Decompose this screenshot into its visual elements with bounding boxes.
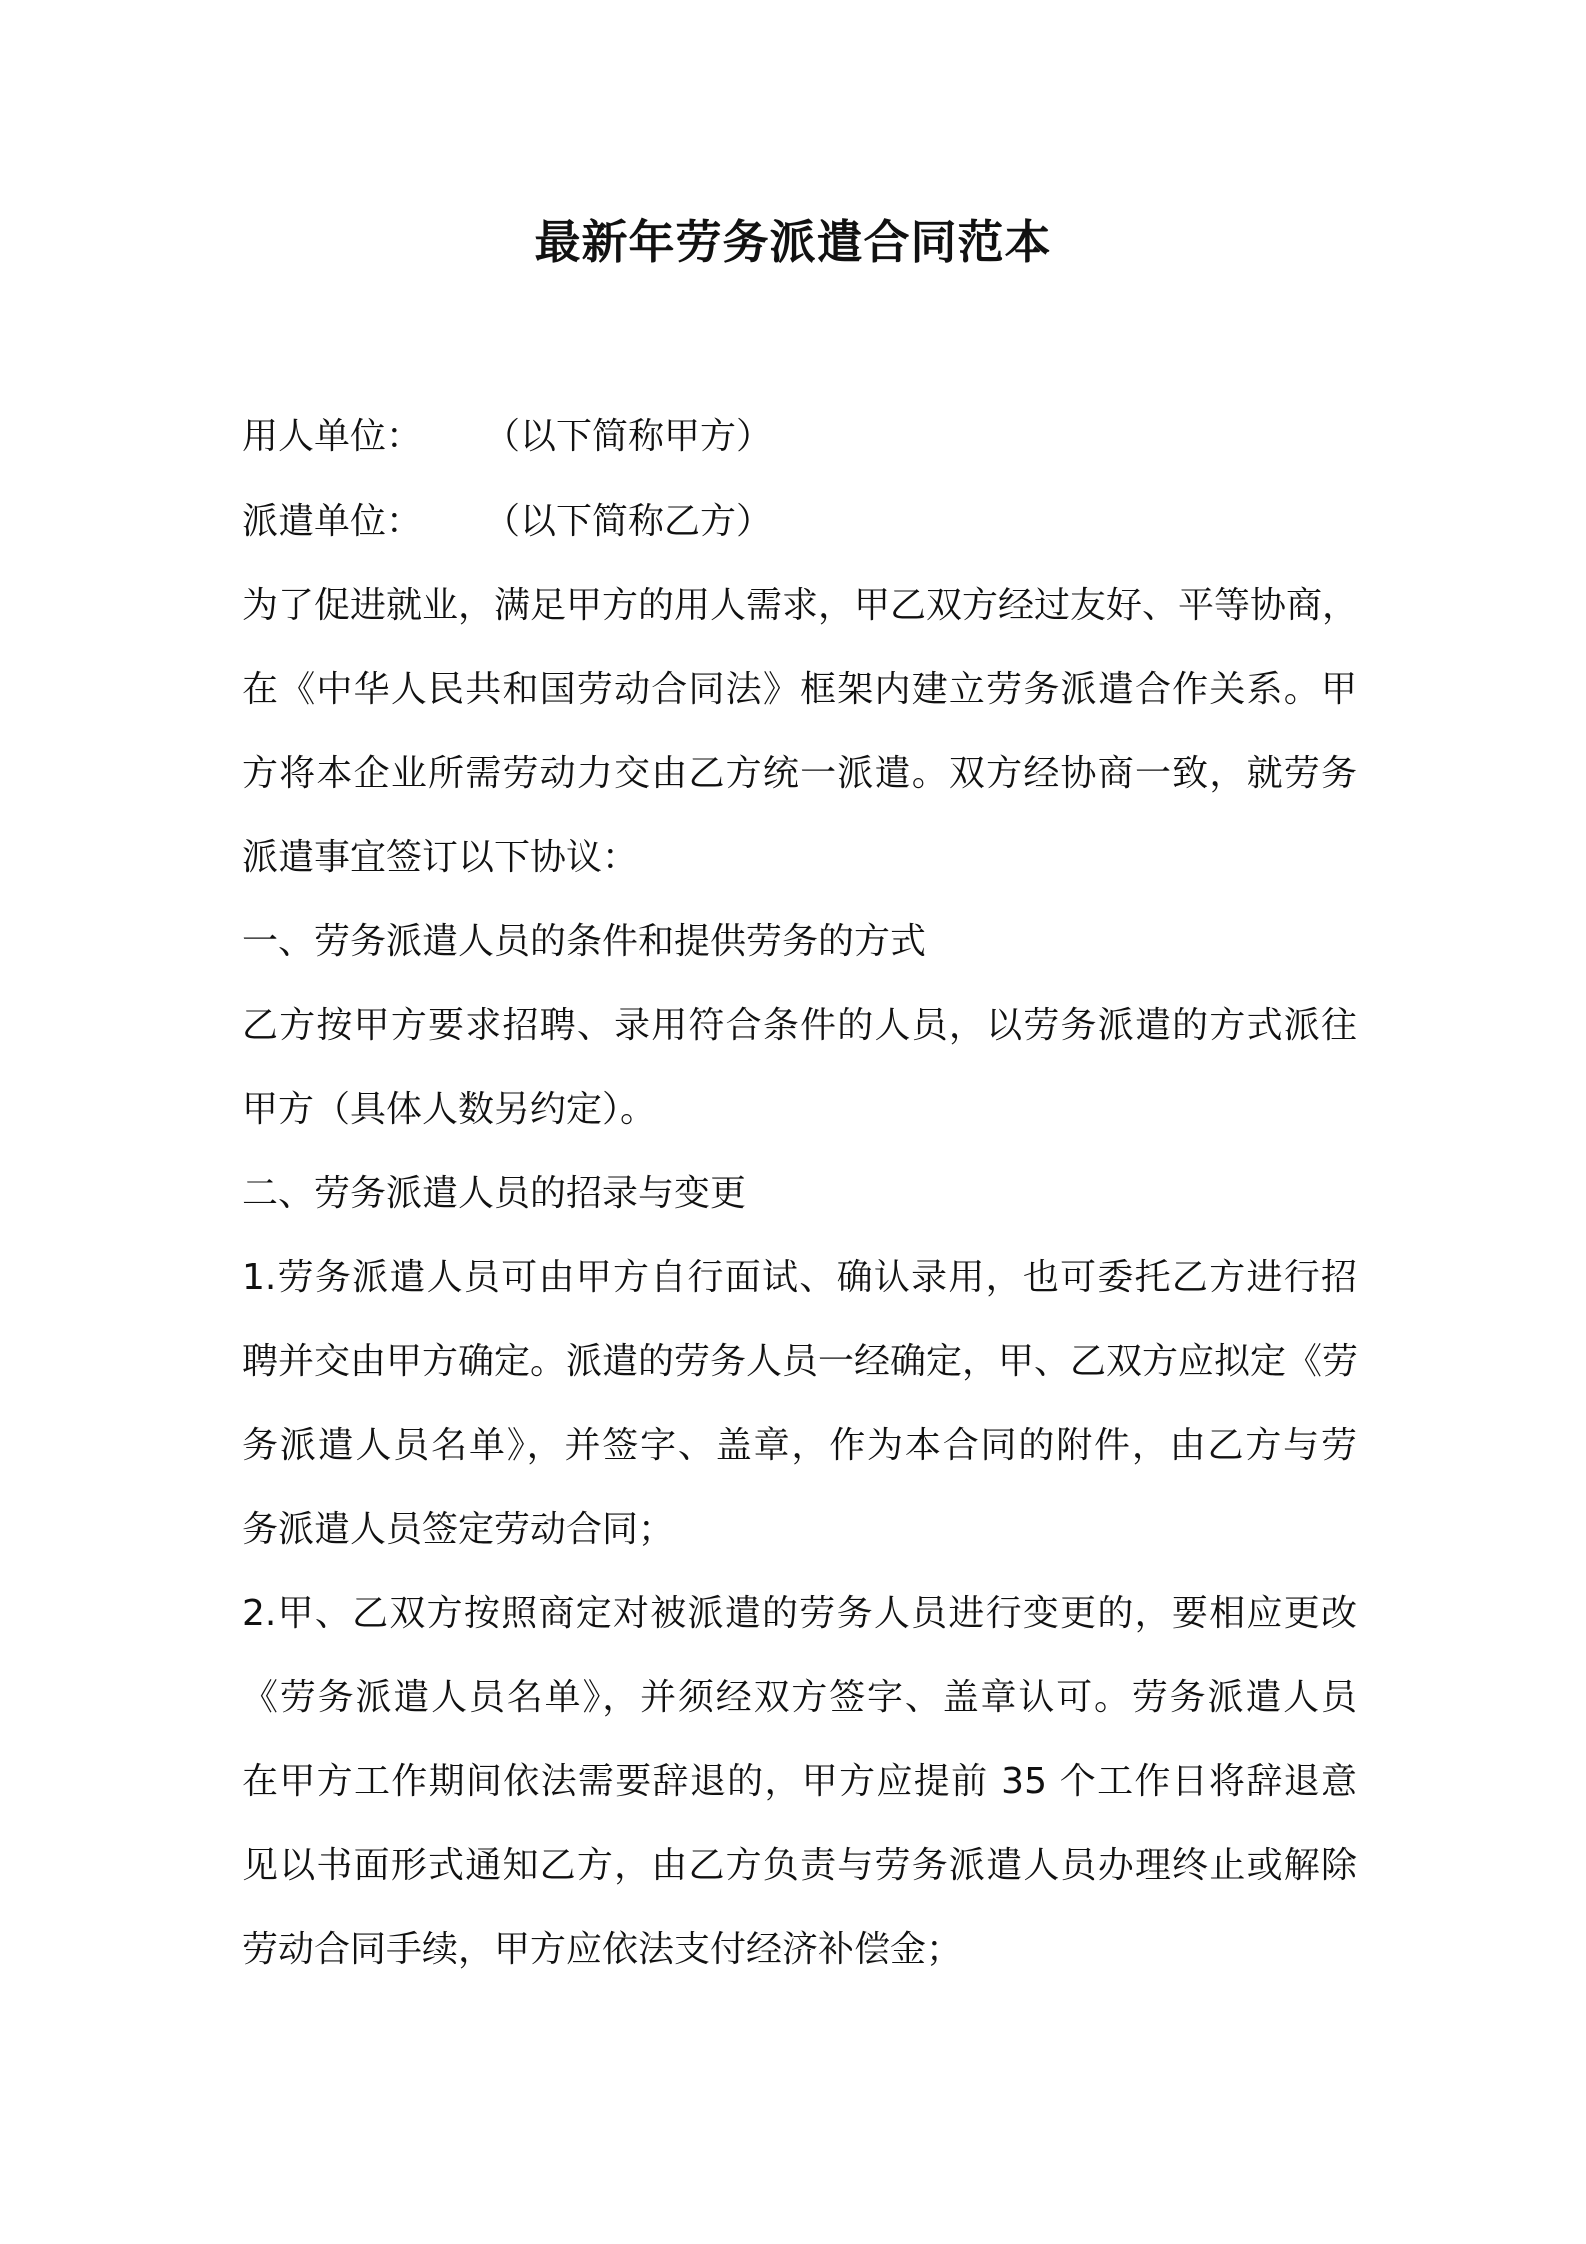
employer-note: （以下简称甲方） [484,416,773,457]
body-line: 乙方按甲方要求招聘、录用符合条件的人员，以劳务派遣的方式派往 [242,1005,1357,1046]
body-line: 务派遣人员签定劳动合同； [242,1509,675,1550]
dispatcher-line [242,497,1357,547]
dispatcher-label: 派遣单位： [242,501,423,542]
body-line: 在甲方工作期间依法需要辞退的，甲方应提前 35 个工作日将辞退意 [242,1761,1357,1802]
body-line: 《劳务派遣人员名单》，并须经双方签字、盖章认可。劳务派遣人员 [242,1677,1357,1718]
employer-label: 用人单位： [242,416,423,457]
body-line: 见以书面形式通知乙方，由乙方负责与劳务派遣人员办理终止或解除 [242,1845,1357,1886]
body-line: 在《中华人民共和国劳动合同法》框架内建立劳务派遣合作关系。甲 [242,669,1357,710]
dispatcher-note: （以下简称乙方） [484,501,773,542]
section-heading: 一、劳务派遣人员的条件和提供劳务的方式 [242,921,927,962]
body-line: 劳动合同手续，甲方应依法支付经济补偿金； [242,1929,963,1970]
body-line: 派遣事宜签订以下协议： [242,837,639,878]
body-line: 为了促进就业，满足甲方的用人需求，甲乙双方经过友好、平等协商， [242,585,1359,626]
body-line: 2.甲、乙双方按照商定对被派遣的劳务人员进行变更的，要相应更改 [242,1593,1357,1634]
body-line: 甲方（具体人数另约定）。 [242,1089,657,1130]
employer-line [242,412,1357,462]
document-title: 最新年劳务派遣合同范本 [534,215,1052,269]
body-line: 1.劳务派遣人员可由甲方自行面试、确认录用，也可委托乙方进行招 [242,1257,1357,1298]
body-line: 务派遣人员名单》，并签字、盖章，作为本合同的附件，由乙方与劳 [242,1425,1357,1466]
body-line: 聘并交由甲方确定。派遣的劳务人员一经确定，甲、乙双方应拟定《劳 [242,1341,1359,1382]
section-heading: 二、劳务派遣人员的招录与变更 [242,1173,747,1214]
body-line: 方将本企业所需劳动力交由乙方统一派遣。双方经协商一致，就劳务 [242,753,1357,794]
